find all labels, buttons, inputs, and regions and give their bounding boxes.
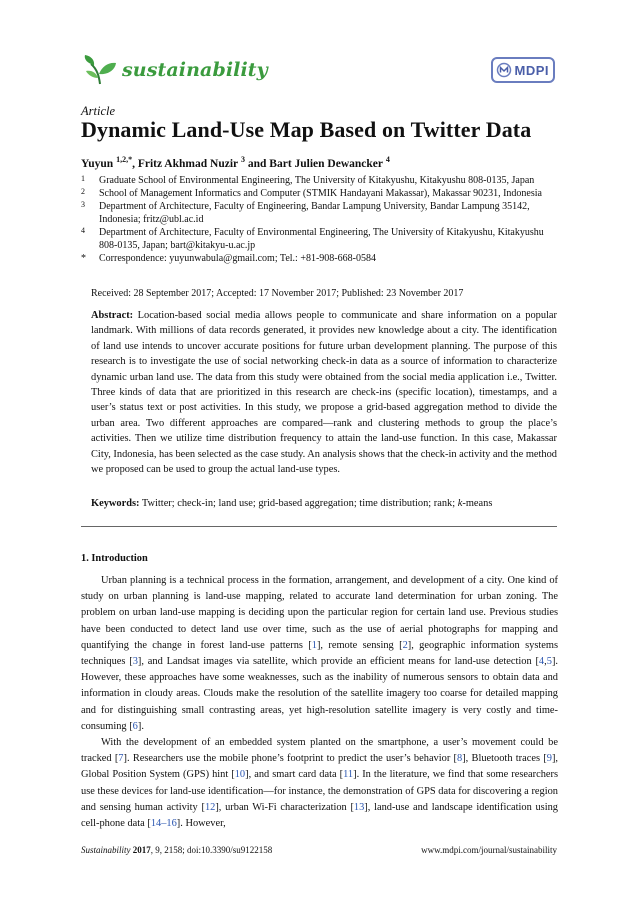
body-text: , [544,656,547,668]
body-text: ], geographic information systems techniques [ [81,639,558,668]
footer-citation [81,845,272,855]
citation-link[interactable]: 11 [343,769,354,781]
affiliation-mark: 4 [81,226,85,235]
author-affiliation-marks: 1,2,* [116,155,133,164]
affiliation-item [81,174,561,187]
footer-journal: Sustainability [81,845,131,855]
leaf-logo-icon [82,54,118,86]
publication-dates: Received: 28 September 2017; Accepted: 17 November 2017; Published: 23 November 2017 [91,288,464,299]
article-type: Article [81,104,116,118]
body-text: ]. However, these approaches have some weaknesses, such as the inability of numerous sensors to obtain data and information in cloudy areas. Clouds make the resolution of the satellite imagery too coarse for detailed mapping and for distinguishing small contrasting areas, yet high-resolution satellite imagery is very costly and time-consuming [ [81,656,558,732]
keywords-text: Twitter; check-in; land use; grid-based aggregation; time distribution; rank; [141,498,458,509]
citation-link[interactable]: 13 [353,801,365,813]
affiliation-text: Department of Architecture, Faculty of Engineering, Bandar Lampung University, Bandar Lampung 35142, Indonesia; fritz@ubl.ac.id [99,201,530,225]
body-paragraph [81,573,558,735]
affiliation-mark: 2 [81,187,85,196]
author-separator: and [245,157,270,170]
publisher-name: MDPI [514,62,549,78]
citation-link[interactable]: 4 [538,656,545,668]
article-title: Dynamic Land-Use Map Based on Twitter Data [81,117,532,142]
affiliation-mark: 3 [81,200,85,209]
affiliation-mark: 1 [81,174,85,183]
body-text: ], and Landsat images via satellite, which provide an efficient means for land-use detection [ [137,656,539,668]
affiliation-list [81,174,561,265]
citation-link[interactable]: 1 [311,639,317,651]
author-name[interactable]: Yuyun [81,157,114,170]
body-text: ]. However, [176,818,226,830]
affiliation-text: Graduate School of Environmental Engineering, The University of Kitakyushu, Kitakyushu 808-0135, Japan [99,175,535,186]
author-name[interactable]: Fritz Akhmad Nuzir [137,157,239,170]
affiliation-text: School of Management Informatics and Computer (STMIK Handayani Makassar), Makassar 90231, Indonesia [99,188,542,199]
section-body [81,573,558,832]
section-divider [81,526,557,527]
citation-link[interactable]: 14–16 [150,818,177,830]
affiliation-text: Department of Architecture, Faculty of Environmental Engineering, The University of Kitakyushu, Kitakyushu 808-0135, Japan; bart@kitakyu-u.ac.jp [99,227,544,251]
publisher-logo[interactable] [491,57,556,83]
keywords-label: Keywords: [91,498,140,509]
citation-link[interactable]: 5 [546,656,552,668]
citation-link[interactable]: 3 [132,656,138,668]
abstract [91,308,557,477]
keywords-tail: -means [462,498,493,509]
body-text: ]. In the literature, we find that some researchers use these devices for land-use identification—for instance, the demonstration of GPS data for discovering a region and sensing human activity [ [81,769,559,813]
keywords [91,498,557,509]
citation-link[interactable]: 12 [204,801,216,813]
abstract-text: Location-based social media allows people to communicate and share information on a popular landmark. With millions of data records generated, it provides new knowledge about a city. The identification of land use intends to uncover accurate positions for future urban development planning. The purpose of this research is to investigate the use of social networking check-in data as a source of information to characterize dynamic urban land use. The data from this study were obtained from the social media application i.e., Twitter. Three kinds of data that are prioritized in this research are check-ins (specific location), timestamps, and a user’s status text or post activities. In this study, we propose a grid-based aggregation method to divide the urban area. Two different approaches are compared—rank and clustering methods to group the place’s activities. Then we utilize time distribution frequency to attain the land-use function. In this case, Makassar City, Indonesia, has been selected as the case study. An analysis shows that the check-in activity and the method we proposed can be used to group the actual land-use types. [91,310,557,476]
body-text: ], and smart card data [ [245,769,344,781]
citation-link[interactable]: 8 [457,753,463,765]
mdpi-logo-icon [496,62,512,78]
author-affiliation-marks: 4 [385,155,390,164]
footer-details: , 9, 2158; doi:10.3390/su9122158 [150,845,273,855]
footer-year: 2017 [132,845,151,855]
body-paragraph [81,735,558,832]
body-text: ]. [137,720,144,732]
abstract-label: Abstract: [91,310,134,321]
body-text: ], Bluetooth traces [ [462,753,547,765]
body-text: With the development of an embedded system planted on the smartphone, a user’s movement could be tracked [ [81,737,558,765]
body-text: Urban planning is a technical process in the formation, arrangement, and development of a city. One kind of study on urban planning is land-use mapping, related to accurate land determination for urban zoning. The problem on urban land-use mapping is deciding upon the particular region for certain land use. Previous studies have been conducted to detect land use over time, such as the use of aerial photographs for mapping and quantifying the change in forest land-use patterns [ [81,575,558,651]
correspondence-item [81,252,561,265]
section-heading: 1. Introduction [81,553,148,564]
affiliation-mark: * [81,253,86,264]
correspondence-text[interactable]: Correspondence: yuyunwabula@gmail.com; Tel.: +81-908-668-0584 [99,253,376,264]
body-text: ], Global Position System (GPS) hint [ [81,753,558,781]
body-text: ]. Researchers use the mobile phone’s footprint to predict the user’s behavior [ [123,753,458,765]
affiliation-item [81,226,561,252]
citation-link[interactable]: 6 [132,720,138,732]
citation-link[interactable]: 7 [118,753,124,765]
author-separator: , [132,157,138,170]
journal-name: sustainability [122,59,268,81]
body-text: ], remote sensing [ [316,639,403,651]
body-text: ], land-use and landscape identification using cell-phone data [ [81,801,558,830]
author-name[interactable]: Bart Julien Dewancker [269,157,384,170]
body-text: ], urban Wi-Fi characterization [ [215,801,354,813]
citation-link[interactable]: 10 [234,769,246,781]
citation-link[interactable]: 2 [402,639,408,651]
affiliation-item [81,187,561,200]
footer-url[interactable]: www.mdpi.com/journal/sustainability [421,845,557,855]
keywords-italic: k [457,498,463,509]
citation-link[interactable]: 9 [546,753,552,765]
author-affiliation-marks: 3 [241,155,245,164]
affiliation-item [81,200,561,226]
journal-logo[interactable] [82,54,268,86]
author-list [81,155,390,170]
